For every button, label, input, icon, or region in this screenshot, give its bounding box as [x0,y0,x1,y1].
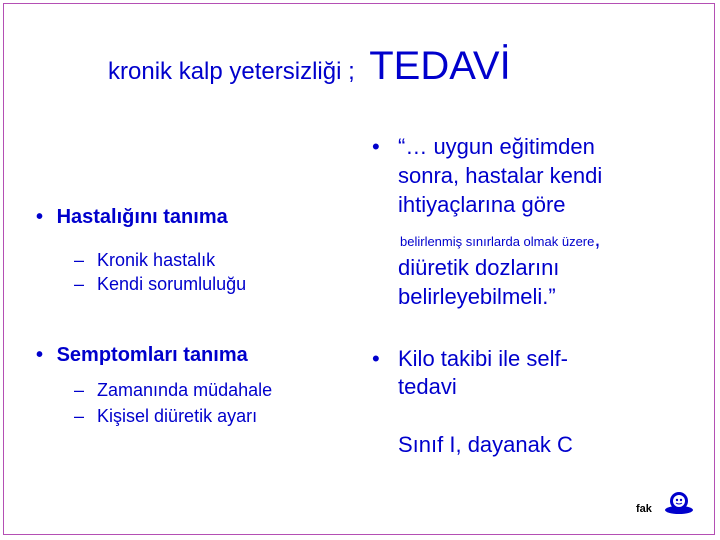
left-item-1: Hastalığını tanıma [56,206,228,228]
left-sub-item: Kronik hastalık [97,250,216,270]
left-sub-item: Zamanında müdahale [97,380,273,400]
right-item-2-line-1: Kilo takibi ile self- [398,346,568,371]
logo-text: fak [636,503,652,515]
right-quote-line-3: ihtiyaçlarına göre [398,192,566,217]
left-bullet-1 [36,206,228,229]
right-quote-comma: , [594,226,601,251]
title-prefix: kronik kalp yetersizliği ; [108,58,355,85]
right-quote-line-1: “… uygun eğitimden [398,134,595,159]
logo-icon [664,490,694,516]
left-sub-1-2 [74,274,246,295]
left-bullet-2 [36,344,248,367]
bullet-mark: • [36,206,44,228]
left-sub-item: Kişisel diüretik ayarı [97,406,258,426]
dash-mark: – [74,250,85,270]
right-quote-line-4: diüretik dozlarını [398,255,560,280]
title-main: TEDAVİ [369,44,511,88]
right-item-2-line-2: tedavi [398,374,457,399]
dash-mark: – [74,274,85,294]
dash-mark: – [74,380,85,400]
left-sub-item: Kendi sorumluluğu [97,274,247,294]
bullet-mark: • [36,344,44,366]
dash-mark: – [74,406,85,426]
slide-title [108,44,511,89]
right-bullet-2-mark: • [372,346,380,371]
evidence-class: Sınıf I, dayanak C [398,432,573,457]
right-quote-line-2: sonra, hastalar kendi [398,163,603,188]
left-item-2: Semptomları tanıma [56,344,248,366]
right-quote-small-line [400,226,600,252]
right-quote-line-5: belirleyebilmeli.” [398,284,556,309]
right-quote-small: belirlenmiş sınırlarda olmak üzere [400,234,595,249]
right-bullet-1-mark: • [372,134,380,159]
left-sub-1-1 [74,250,215,271]
left-sub-2-1 [74,380,272,401]
left-sub-2-2 [74,406,257,427]
